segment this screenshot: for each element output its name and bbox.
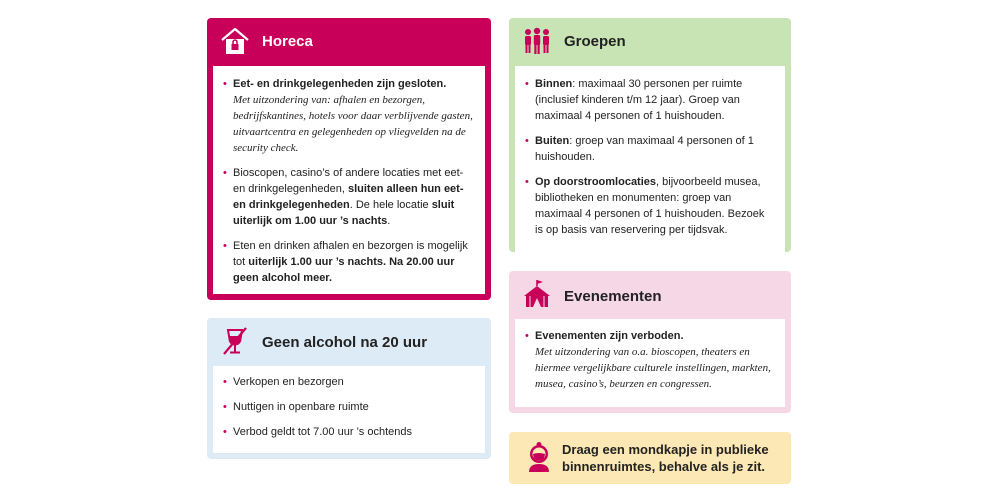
alcohol-title: Geen alcohol na 20 uur (262, 334, 428, 351)
mondkapje-card (509, 432, 791, 484)
alcohol-card (207, 318, 491, 459)
groepen-title: Groepen (564, 33, 626, 50)
groepen-content (515, 66, 785, 261)
list-item: • Binnen: maximaal 30 personen per ruimte (inclusief kinderen t/m 12 jaar). Groep van maximaal 4 personen of 1 huishouden. (525, 76, 775, 124)
evenementen-title: Evenementen (564, 288, 662, 305)
mask-message: Draag een mondkapje in publieke binnenruimtes, behalve als je zit. (562, 442, 769, 474)
list-item: • Eten en drinken afhalen en bezorgen is mogelijk tot uiterlijk 1.00 uur ’s nachts. Na 20.00 uur geen alcohol meer. (223, 238, 475, 286)
people-group-icon (521, 25, 553, 57)
horeca-title: Horeca (262, 33, 313, 50)
horeca-header (207, 18, 491, 66)
house-lock-icon (219, 25, 251, 57)
list-item: • Verkopen en bezorgen (223, 374, 475, 390)
list-item: • Op doorstroomlocaties, bijvoorbeeld musea, bibliotheken en monumenten: groep van maximaal 4 personen of 1 huishouden. Bezoek is op basis van reservering per tijdsvak. (525, 174, 775, 238)
list-item: • Bioscopen, casino’s of andere locaties met eet- en drinkgelegenheden, sluiten alleen hun eet- en drinkgelegenheden. De hele locatie sluit uiterlijk om 1.00 uur ’s nachts. (223, 165, 475, 229)
exception-note: Met uitzondering van o.a. bioscopen, theaters en hiermee vergelijkbare culturele instellingen, markten, musea, casino’s, beurzen en congressen. (535, 346, 771, 390)
evenementen-header (509, 271, 791, 319)
circus-tent-icon (521, 278, 553, 310)
exception-note: Met uitzondering van: afhalen en bezorgen, bedrijfskantines, hotels voor daar verblijvende gasten, uitvaartcentra en gelegenheden op vliegvelden na de security check. (233, 94, 473, 154)
list-item: • Verbod geldt tot 7.00 uur ’s ochtends (223, 424, 475, 440)
horeca-content (213, 66, 485, 294)
list-item: • Nuttigen in openbare ruimte (223, 399, 475, 415)
horeca-card (207, 18, 491, 300)
list-item: • Buiten: groep van maximaal 4 personen of 1 huishouden. (525, 133, 775, 165)
face-mask-icon (523, 441, 555, 473)
groepen-header (509, 18, 791, 66)
groepen-card (509, 18, 791, 252)
evenementen-card (509, 271, 791, 413)
alcohol-header (207, 318, 491, 366)
list-item: • Eet- en drinkgelegenheden zijn gesloten. Met uitzondering van: afhalen en bezorgen, bedrijfskantines, hotels voor daar verblijvende gasten, uitvaartcentra en gelegenheden op vliegvelden na de security check. (223, 76, 475, 156)
no-alcohol-icon (219, 325, 251, 357)
alcohol-content (213, 366, 485, 453)
list-item: • Evenementen zijn verboden. Met uitzondering van o.a. bioscopen, theaters en hiermee vergelijkbare culturele instellingen, markten, musea, casino’s, beurzen en congressen. (525, 328, 775, 392)
evenementen-content (515, 319, 785, 407)
